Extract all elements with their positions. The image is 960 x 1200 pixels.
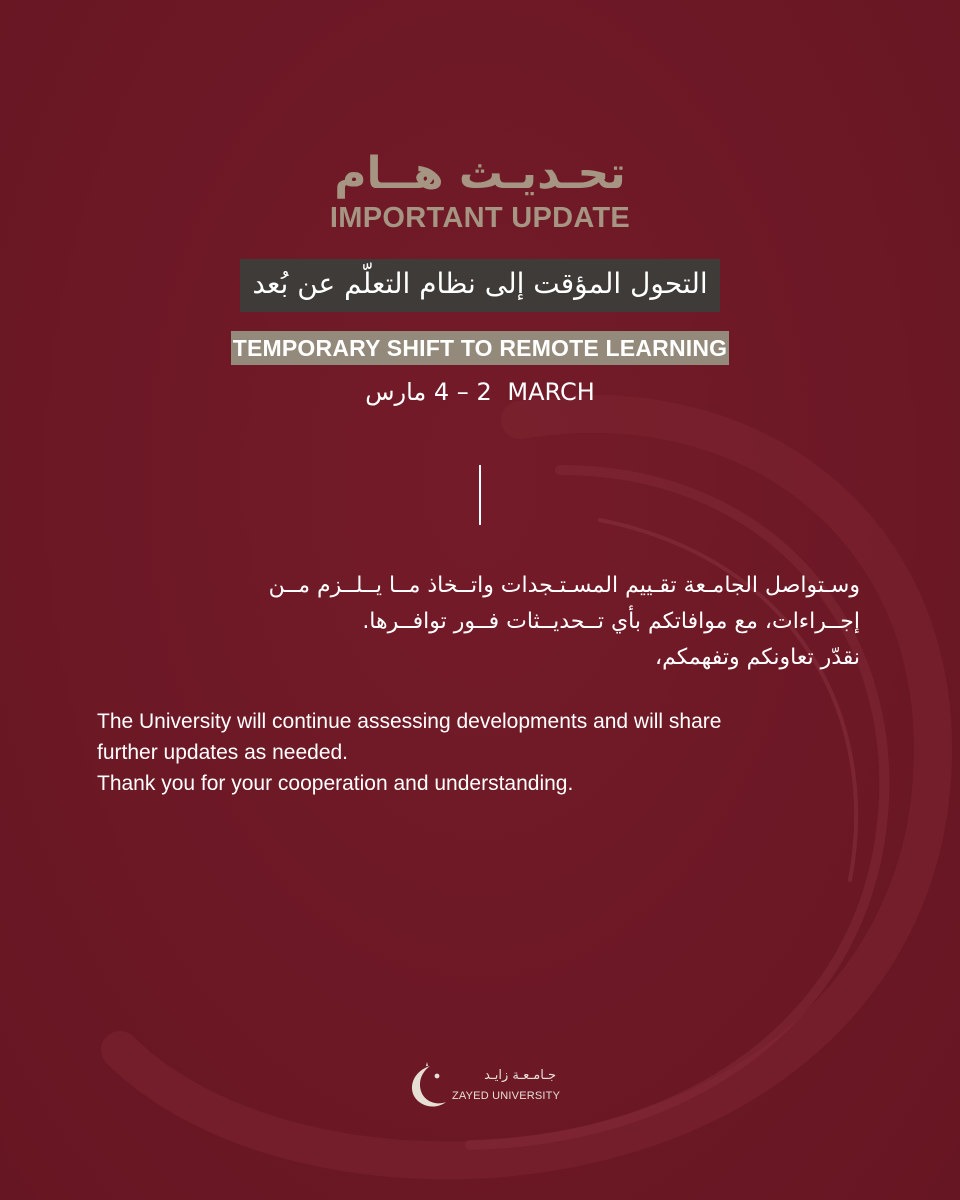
zayed-crescent-logo-icon	[404, 1060, 452, 1112]
title-english: IMPORTANT UPDATE	[329, 202, 631, 234]
date-range-arabic: 2 – 4 مارس	[365, 378, 492, 406]
zayed-university-logo	[404, 1060, 564, 1116]
title-arabic: تحـديـث هــام	[334, 148, 626, 199]
shift-banner-arabic-wrap	[0, 259, 960, 312]
body-arabic-line: إجــراءات، مع موافاتكم بأي تــحديــثات فــور توافــرها.	[362, 609, 860, 634]
logo-name-english: ZAYED UNIVERSITY	[452, 1090, 561, 1102]
body-arabic	[100, 568, 860, 676]
shift-banner-arabic: التحول المؤقت إلى نظام التعلّم عن بُعد	[240, 259, 719, 312]
body-english-line: further updates as needed.	[97, 741, 349, 764]
body-arabic-line: نقدّر تعاونكم وتفهمكم،	[654, 645, 860, 670]
shift-banner-english: TEMPORARY SHIFT TO REMOTE LEARNING	[231, 331, 730, 365]
body-arabic-line: وسـتواصل الجامـعة تقـييم المسـتـجدات واتــخاذ مــا يــلــزم مــن	[268, 573, 860, 598]
vertical-divider	[479, 465, 481, 525]
shift-banner-english-wrap	[0, 331, 960, 365]
date-month-english: MARCH	[507, 378, 595, 406]
body-english-line: Thank you for your cooperation and understanding.	[97, 772, 574, 795]
date-line	[0, 378, 960, 406]
logo-name-arabic: جـامـعـة زايـد	[484, 1068, 556, 1083]
body-english	[97, 706, 877, 799]
body-english-line: The University will continue assessing developments and will share	[97, 710, 722, 733]
